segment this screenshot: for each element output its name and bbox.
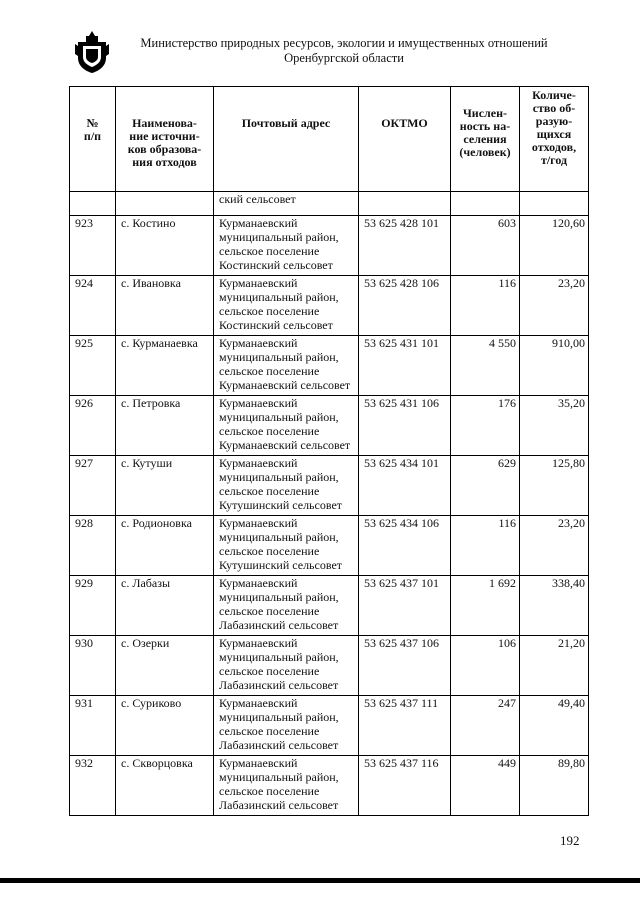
oktmo-code: 53 625 428 106 [359, 276, 451, 336]
oktmo-code: 53 625 434 101 [359, 456, 451, 516]
ministry-header [120, 36, 568, 66]
region-name: Оренбургской области [284, 51, 404, 65]
postal-address: Курманаевский муниципальный район, сельское поселение Лабазинский сельсовет [214, 696, 359, 756]
postal-address: Курманаевский муниципальный район, сельское поселение Лабазинский сельсовет [214, 756, 359, 816]
oktmo-code: 53 625 434 106 [359, 516, 451, 576]
row-number: 931 [70, 696, 116, 756]
source-name: с. Озерки [116, 636, 214, 696]
waste-amount: 910,00 [520, 336, 589, 396]
postal-address: Курманаевский муниципальный район, сельское поселение Костинский сельсовет [214, 216, 359, 276]
oktmo-code: 53 625 437 106 [359, 636, 451, 696]
table-row [70, 576, 589, 636]
table-row [70, 336, 589, 396]
postal-address: Курманаевский муниципальный район, сельское поселение Курманаевский сельсовет [214, 396, 359, 456]
row-number: 929 [70, 576, 116, 636]
col-header-source-name: Наименова- ние источни- ков образова- ния отходов [116, 87, 214, 192]
source-name: с. Суриково [116, 696, 214, 756]
table-row [70, 456, 589, 516]
page-number: 192 [560, 833, 580, 848]
waste-amount: 21,20 [520, 636, 589, 696]
row-number: 925 [70, 336, 116, 396]
population: 603 [451, 216, 520, 276]
postal-address: Курманаевский муниципальный район, сельское поселение Курманаевский сельсовет [214, 336, 359, 396]
col-header-population: Числен- ность на- селения (человек) [451, 87, 520, 192]
population: 116 [451, 516, 520, 576]
source-name: с. Лабазы [116, 576, 214, 636]
col-header-oktmo: ОКТМО [359, 87, 451, 192]
row-number: 923 [70, 216, 116, 276]
source-name: с. Костино [116, 216, 214, 276]
table-header-row [70, 87, 589, 192]
source-name: с. Ивановка [116, 276, 214, 336]
waste-amount: 338,40 [520, 576, 589, 636]
table-row [70, 696, 589, 756]
oktmo-code: 53 625 428 101 [359, 216, 451, 276]
coat-of-arms-icon [74, 30, 110, 74]
population: 4 550 [451, 336, 520, 396]
waste-amount: 125,80 [520, 456, 589, 516]
population: 629 [451, 456, 520, 516]
waste-amount: 89,80 [520, 756, 589, 816]
waste-amount: 23,20 [520, 276, 589, 336]
oktmo-code: 53 625 431 101 [359, 336, 451, 396]
waste-amount: 35,20 [520, 396, 589, 456]
oktmo-code: 53 625 437 111 [359, 696, 451, 756]
continuation-text: ский сельсовет [214, 192, 359, 216]
waste-sources-table [69, 86, 589, 816]
population: 1 692 [451, 576, 520, 636]
footer-rule [0, 878, 640, 883]
source-name: с. Скворцовка [116, 756, 214, 816]
waste-amount: 120,60 [520, 216, 589, 276]
row-number: 930 [70, 636, 116, 696]
table-row [70, 216, 589, 276]
continuation-row [70, 192, 589, 216]
population: 106 [451, 636, 520, 696]
row-number: 926 [70, 396, 116, 456]
ministry-name: Министерство природных ресурсов, экологии и имущественных отношений [140, 36, 548, 50]
col-header-address: Почтовый адрес [214, 87, 359, 192]
row-number: 924 [70, 276, 116, 336]
postal-address: Курманаевский муниципальный район, сельское поселение Лабазинский сельсовет [214, 576, 359, 636]
row-number: 927 [70, 456, 116, 516]
population: 449 [451, 756, 520, 816]
population: 176 [451, 396, 520, 456]
population: 247 [451, 696, 520, 756]
table-row [70, 276, 589, 336]
table-row [70, 636, 589, 696]
table-row [70, 516, 589, 576]
source-name: с. Петровка [116, 396, 214, 456]
postal-address: Курманаевский муниципальный район, сельское поселение Кутушинский сельсовет [214, 456, 359, 516]
oktmo-code: 53 625 431 106 [359, 396, 451, 456]
postal-address: Курманаевский муниципальный район, сельское поселение Лабазинский сельсовет [214, 636, 359, 696]
waste-amount: 23,20 [520, 516, 589, 576]
table-row [70, 756, 589, 816]
oktmo-code: 53 625 437 101 [359, 576, 451, 636]
col-header-number: № п/п [70, 87, 116, 192]
row-number: 928 [70, 516, 116, 576]
population: 116 [451, 276, 520, 336]
source-name: с. Родионовка [116, 516, 214, 576]
oktmo-code: 53 625 437 116 [359, 756, 451, 816]
source-name: с. Кутуши [116, 456, 214, 516]
postal-address: Курманаевский муниципальный район, сельское поселение Кутушинский сельсовет [214, 516, 359, 576]
postal-address: Курманаевский муниципальный район, сельское поселение Костинский сельсовет [214, 276, 359, 336]
row-number: 932 [70, 756, 116, 816]
col-header-waste: Количе- ство об- разую- щихся отходов, т/год [520, 87, 589, 192]
waste-amount: 49,40 [520, 696, 589, 756]
table-row [70, 396, 589, 456]
source-name: с. Курманаевка [116, 336, 214, 396]
